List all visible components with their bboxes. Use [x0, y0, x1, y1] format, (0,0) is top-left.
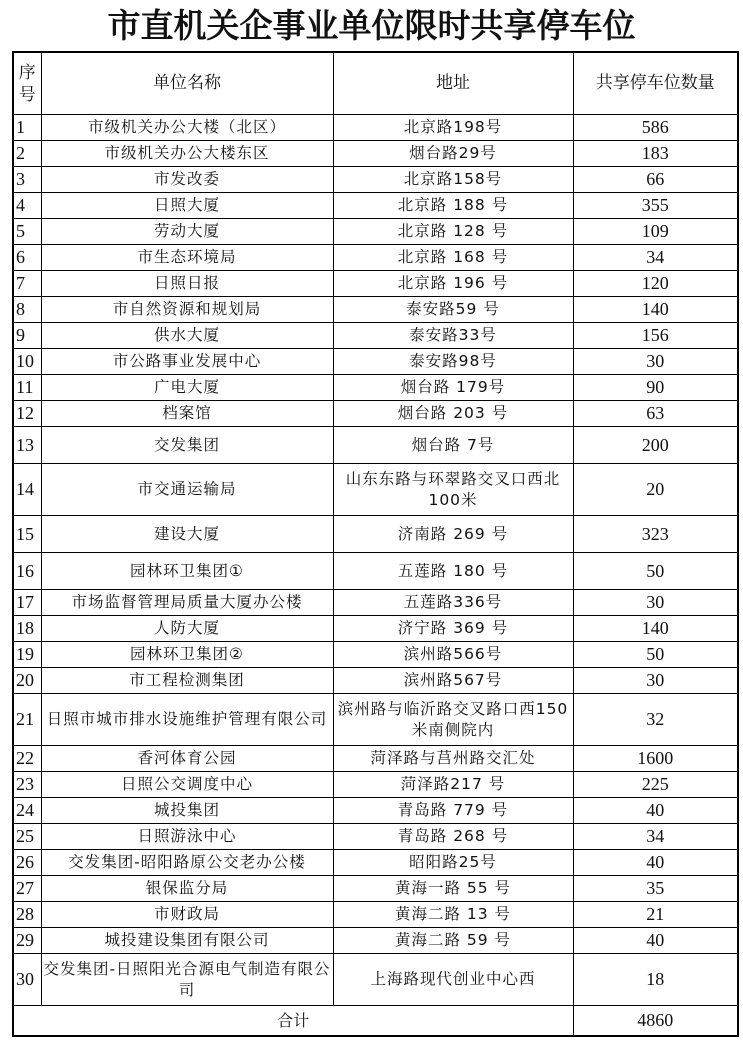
row-count: 156 — [573, 323, 738, 349]
table-row — [13, 427, 738, 464]
table-row — [13, 375, 738, 401]
table-row — [13, 824, 738, 850]
row-address: 泰安路33号 — [333, 323, 573, 349]
row-seq: 16 — [13, 553, 41, 590]
row-address: 泰安路59 号 — [333, 297, 573, 323]
row-count: 200 — [573, 427, 738, 464]
table-row — [13, 642, 738, 668]
table-row — [13, 167, 738, 193]
row-address: 山东东路与环翠路交叉口西北100米 — [333, 464, 573, 516]
row-address: 滨州路567号 — [333, 668, 573, 694]
row-seq: 28 — [13, 902, 41, 928]
row-seq: 2 — [13, 141, 41, 167]
row-seq: 26 — [13, 850, 41, 876]
row-address: 北京路 196 号 — [333, 271, 573, 297]
row-address: 菏泽路217 号 — [333, 772, 573, 798]
row-count: 30 — [573, 349, 738, 375]
row-name: 市自然资源和规划局 — [41, 297, 333, 323]
table-row — [13, 746, 738, 772]
table-row — [13, 349, 738, 375]
row-name: 日照市城市排水设施维护管理有限公司 — [41, 694, 333, 746]
row-name: 园林环卫集团② — [41, 642, 333, 668]
table-row — [13, 928, 738, 954]
row-name: 日照游泳中心 — [41, 824, 333, 850]
table-header-row — [13, 52, 738, 115]
row-address: 北京路 168 号 — [333, 245, 573, 271]
row-name: 日照公交调度中心 — [41, 772, 333, 798]
row-seq: 8 — [13, 297, 41, 323]
row-address: 上海路现代创业中心西 — [333, 954, 573, 1006]
row-count: 18 — [573, 954, 738, 1006]
row-count: 40 — [573, 850, 738, 876]
table-row — [13, 616, 738, 642]
row-count: 50 — [573, 642, 738, 668]
row-seq: 13 — [13, 427, 41, 464]
table-row — [13, 798, 738, 824]
total-value: 4860 — [573, 1006, 738, 1036]
row-address: 泰安路98号 — [333, 349, 573, 375]
row-count: 140 — [573, 616, 738, 642]
row-count: 90 — [573, 375, 738, 401]
row-seq: 6 — [13, 245, 41, 271]
table-row — [13, 954, 738, 1006]
row-count: 140 — [573, 297, 738, 323]
row-seq: 17 — [13, 590, 41, 616]
row-address: 济宁路 369 号 — [333, 616, 573, 642]
row-name: 市级机关办公大楼（北区） — [41, 115, 333, 141]
row-address: 黄海二路 59 号 — [333, 928, 573, 954]
row-count: 109 — [573, 219, 738, 245]
row-seq: 30 — [13, 954, 41, 1006]
row-name: 建设大厦 — [41, 516, 333, 553]
row-name: 城投建设集团有限公司 — [41, 928, 333, 954]
row-count: 21 — [573, 902, 738, 928]
table-row — [13, 694, 738, 746]
row-name: 香河体育公园 — [41, 746, 333, 772]
row-seq: 11 — [13, 375, 41, 401]
row-name: 市交通运输局 — [41, 464, 333, 516]
row-count: 32 — [573, 694, 738, 746]
table-row — [13, 553, 738, 590]
row-name: 交发集团-日照阳光合源电气制造有限公司 — [41, 954, 333, 1006]
header-name: 单位名称 — [41, 52, 333, 115]
row-name: 日照大厦 — [41, 193, 333, 219]
row-address: 北京路 128 号 — [333, 219, 573, 245]
row-name: 城投集团 — [41, 798, 333, 824]
row-count: 323 — [573, 516, 738, 553]
row-name: 银保监分局 — [41, 876, 333, 902]
row-name: 交发集团 — [41, 427, 333, 464]
row-count: 50 — [573, 553, 738, 590]
table-row — [13, 323, 738, 349]
page-title: 市直机关企事业单位限时共享停车位 — [107, 6, 636, 45]
row-seq: 22 — [13, 746, 41, 772]
row-seq: 9 — [13, 323, 41, 349]
table-row — [13, 193, 738, 219]
table-row — [13, 141, 738, 167]
row-count: 66 — [573, 167, 738, 193]
row-address: 黄海一路 55 号 — [333, 876, 573, 902]
row-count: 1600 — [573, 746, 738, 772]
row-address: 昭阳路25号 — [333, 850, 573, 876]
row-address: 济南路 269 号 — [333, 516, 573, 553]
row-seq: 4 — [13, 193, 41, 219]
table-row — [13, 590, 738, 616]
table-row — [13, 245, 738, 271]
table-row — [13, 464, 738, 516]
table-row — [13, 902, 738, 928]
row-address: 五莲路336号 — [333, 590, 573, 616]
row-name: 市级机关办公大楼东区 — [41, 141, 333, 167]
row-count: 586 — [573, 115, 738, 141]
row-count: 34 — [573, 245, 738, 271]
row-address: 烟台路29号 — [333, 141, 573, 167]
row-address: 五莲路 180 号 — [333, 553, 573, 590]
row-address: 北京路158号 — [333, 167, 573, 193]
row-address: 青岛路 779 号 — [333, 798, 573, 824]
total-label: 合计 — [13, 1006, 573, 1036]
row-address: 北京路 188 号 — [333, 193, 573, 219]
row-address: 北京路198号 — [333, 115, 573, 141]
row-count: 355 — [573, 193, 738, 219]
row-name: 交发集团-昭阳路原公交老办公楼 — [41, 850, 333, 876]
row-seq: 10 — [13, 349, 41, 375]
header-address: 地址 — [333, 52, 573, 115]
row-address: 滨州路与临沂路交叉路口西150米南侧院内 — [333, 694, 573, 746]
row-count: 34 — [573, 824, 738, 850]
row-address: 烟台路 203 号 — [333, 401, 573, 427]
row-name: 市发改委 — [41, 167, 333, 193]
row-seq: 1 — [13, 115, 41, 141]
row-seq: 20 — [13, 668, 41, 694]
table-row — [13, 271, 738, 297]
table-row — [13, 850, 738, 876]
row-name: 档案馆 — [41, 401, 333, 427]
row-name: 市财政局 — [41, 902, 333, 928]
row-count: 120 — [573, 271, 738, 297]
table-row — [13, 297, 738, 323]
row-seq: 23 — [13, 772, 41, 798]
row-count: 225 — [573, 772, 738, 798]
table-body — [13, 115, 738, 1006]
table-row — [13, 219, 738, 245]
row-address: 青岛路 268 号 — [333, 824, 573, 850]
row-name: 市生态环境局 — [41, 245, 333, 271]
table-row — [13, 876, 738, 902]
total-row — [13, 1006, 738, 1036]
row-seq: 19 — [13, 642, 41, 668]
parking-table — [12, 51, 739, 1037]
table-row — [13, 772, 738, 798]
row-seq: 21 — [13, 694, 41, 746]
row-name: 市场监督管理局质量大厦办公楼 — [41, 590, 333, 616]
row-count: 30 — [573, 590, 738, 616]
row-count: 30 — [573, 668, 738, 694]
row-count: 20 — [573, 464, 738, 516]
header-seq: 序号 — [13, 52, 41, 115]
row-seq: 3 — [13, 167, 41, 193]
row-name: 园林环卫集团① — [41, 553, 333, 590]
row-count: 40 — [573, 798, 738, 824]
row-seq: 12 — [13, 401, 41, 427]
row-seq: 18 — [13, 616, 41, 642]
row-address: 烟台路 179号 — [333, 375, 573, 401]
row-address: 烟台路 7号 — [333, 427, 573, 464]
row-name: 劳动大厦 — [41, 219, 333, 245]
row-seq: 7 — [13, 271, 41, 297]
table-row — [13, 516, 738, 553]
row-count: 35 — [573, 876, 738, 902]
row-count: 40 — [573, 928, 738, 954]
row-name: 人防大厦 — [41, 616, 333, 642]
row-name: 市公路事业发展中心 — [41, 349, 333, 375]
row-seq: 25 — [13, 824, 41, 850]
table-row — [13, 401, 738, 427]
row-name: 广电大厦 — [41, 375, 333, 401]
row-count: 183 — [573, 141, 738, 167]
row-seq: 24 — [13, 798, 41, 824]
row-name: 市工程检测集团 — [41, 668, 333, 694]
row-seq: 15 — [13, 516, 41, 553]
row-seq: 14 — [13, 464, 41, 516]
row-address: 滨州路566号 — [333, 642, 573, 668]
table-row — [13, 668, 738, 694]
table-row — [13, 115, 738, 141]
row-count: 63 — [573, 401, 738, 427]
row-name: 供水大厦 — [41, 323, 333, 349]
row-seq: 5 — [13, 219, 41, 245]
row-address: 菏泽路与莒州路交汇处 — [333, 746, 573, 772]
row-address: 黄海二路 13 号 — [333, 902, 573, 928]
row-seq: 27 — [13, 876, 41, 902]
row-name: 日照日报 — [41, 271, 333, 297]
header-count: 共享停车位数量 — [573, 52, 738, 115]
row-seq: 29 — [13, 928, 41, 954]
